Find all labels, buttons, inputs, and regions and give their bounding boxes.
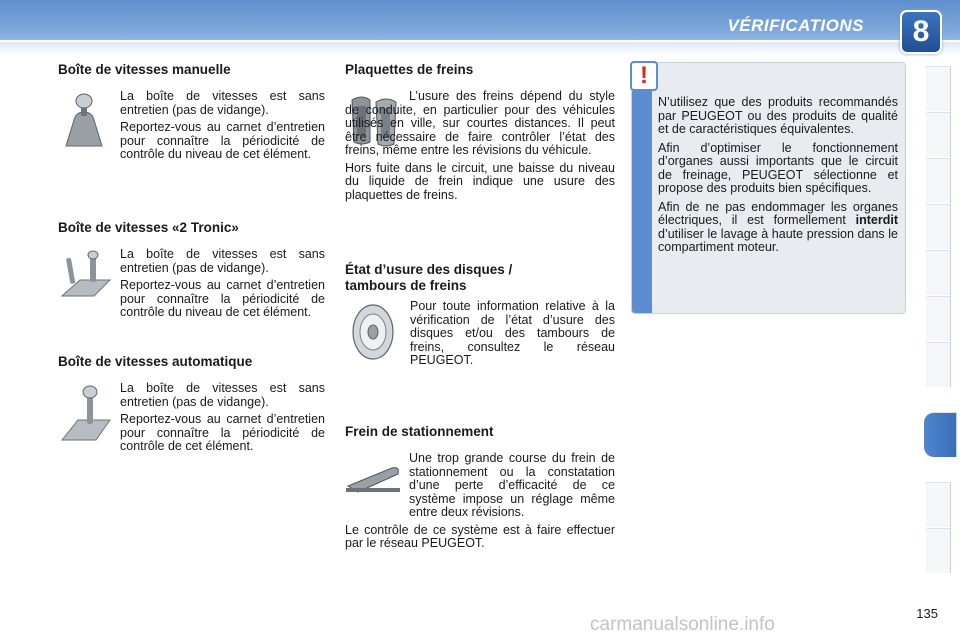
section-title: Boîte de vitesses automatique bbox=[58, 354, 253, 369]
text-span: d’utiliser le lavage à haute pression dans le compartiment moteur. bbox=[658, 226, 898, 254]
text-span: Afin de ne pas endommager les organes électriques, il est formellement bbox=[658, 199, 898, 227]
paragraph: Reportez-vous au carnet d’entretien pour connaître la périodicité de contrôle du niveau de cet élément. bbox=[120, 278, 325, 319]
section-tronic-gearbox bbox=[58, 220, 239, 236]
section-title: Boîte de vitesses «2 Tronic» bbox=[58, 220, 239, 235]
chapter-tabs bbox=[926, 66, 960, 574]
brake-disc-icon bbox=[348, 302, 398, 362]
paragraph: La boîte de vitesses est sans entretien (pas de vidange). bbox=[120, 89, 325, 117]
tronic-gearbox-text bbox=[120, 248, 325, 324]
chapter-tab[interactable] bbox=[926, 158, 951, 203]
warning-text bbox=[658, 96, 898, 260]
section-title: Boîte de vitesses manuelle bbox=[58, 62, 231, 77]
section-title: Frein de stationnement bbox=[345, 424, 494, 439]
section-title: tambours de freins bbox=[345, 278, 467, 293]
paragraph: Une trop grande course du frein de stationnement ou la constatation d’une perte d’efficacité de ce système impose un réglage même entre deux révisions. bbox=[409, 451, 615, 519]
chapter-number-badge: 8 bbox=[900, 10, 942, 54]
brake-discs-text bbox=[410, 300, 615, 372]
chapter-title: VÉRIFICATIONS bbox=[727, 16, 864, 35]
chapter-tab[interactable] bbox=[926, 528, 951, 573]
paragraph: Le contrôle de ce système est à faire effectuer par le réseau PEUGEOT. bbox=[345, 522, 615, 550]
paragraph: Reportez-vous au carnet d’entretien pour connaître la périodicité de contrôle du niveau de cet élément. bbox=[120, 120, 325, 161]
chapter-tab[interactable] bbox=[926, 482, 951, 527]
chapter-tab[interactable] bbox=[926, 204, 951, 249]
paragraph: Afin d’optimiser le fonctionnement d’organes aussi importants que le circuit de freinage, PEUGEOT sélectionne et propose des produits bien spécifiques. bbox=[658, 140, 898, 195]
chapter-tab[interactable] bbox=[926, 66, 951, 111]
section-brake-pads bbox=[345, 62, 473, 78]
watermark: carmanualsonline.info bbox=[590, 614, 775, 635]
page-number: 135 bbox=[916, 606, 938, 621]
chapter-tab-active[interactable] bbox=[924, 412, 957, 457]
bold-text: interdit bbox=[855, 213, 898, 227]
section-title: État d’usure des disques / bbox=[345, 262, 513, 277]
section-manual-gearbox bbox=[58, 62, 231, 78]
automatic-gearbox-text bbox=[120, 382, 325, 458]
paragraph: L’usure des freins dépend du style de conduite, en particulier pour des véhicules utilisés en ville, sur courtes distances. Il peut être nécessaire de faire contrôler l’état des freins, même entre les révisions du véhicule. bbox=[345, 89, 615, 157]
paragraph: Pour toute information relative à la vérification de l’état d’usure des disques et/ou des tambours de freins, consultez le réseau PEUGEOT. bbox=[410, 299, 615, 367]
brake-pads-text bbox=[345, 90, 615, 206]
automatic-gear-lever-icon bbox=[60, 384, 112, 444]
paragraph: Hors fuite dans le circuit, une baisse du niveau du liquide de frein indique une usure des plaquettes de freins. bbox=[345, 160, 615, 202]
paragraph: Reportez-vous au carnet d’entretien pour connaître la périodicité de contrôle de cet élément. bbox=[120, 412, 325, 453]
paragraph: La boîte de vitesses est sans entretien (pas de vidange). bbox=[120, 381, 325, 409]
tronic-gear-lever-icon bbox=[60, 250, 112, 300]
section-automatic-gearbox bbox=[58, 354, 252, 370]
manual-gear-lever-icon bbox=[62, 92, 106, 148]
chapter-tab[interactable] bbox=[926, 296, 951, 341]
warning-bar bbox=[632, 91, 652, 313]
paragraph: N’utilisez que des produits recommandés par PEUGEOT ou des produits de qualité et de caractéristiques équivalentes. bbox=[658, 95, 898, 136]
manual-gearbox-text bbox=[120, 90, 325, 166]
header-swoosh bbox=[0, 40, 960, 56]
chapter-tab[interactable] bbox=[926, 342, 951, 387]
parking-brake-text bbox=[345, 452, 615, 555]
paragraph bbox=[658, 201, 898, 255]
section-title: Plaquettes de freins bbox=[345, 62, 474, 77]
section-parking-brake bbox=[345, 424, 494, 440]
section-brake-discs bbox=[345, 262, 615, 294]
chapter-tab[interactable] bbox=[926, 250, 951, 295]
warning-box bbox=[631, 62, 906, 314]
chapter-tab[interactable] bbox=[926, 112, 951, 157]
warning-icon: ! bbox=[630, 61, 658, 91]
paragraph: La boîte de vitesses est sans entretien (pas de vidange). bbox=[120, 247, 325, 275]
